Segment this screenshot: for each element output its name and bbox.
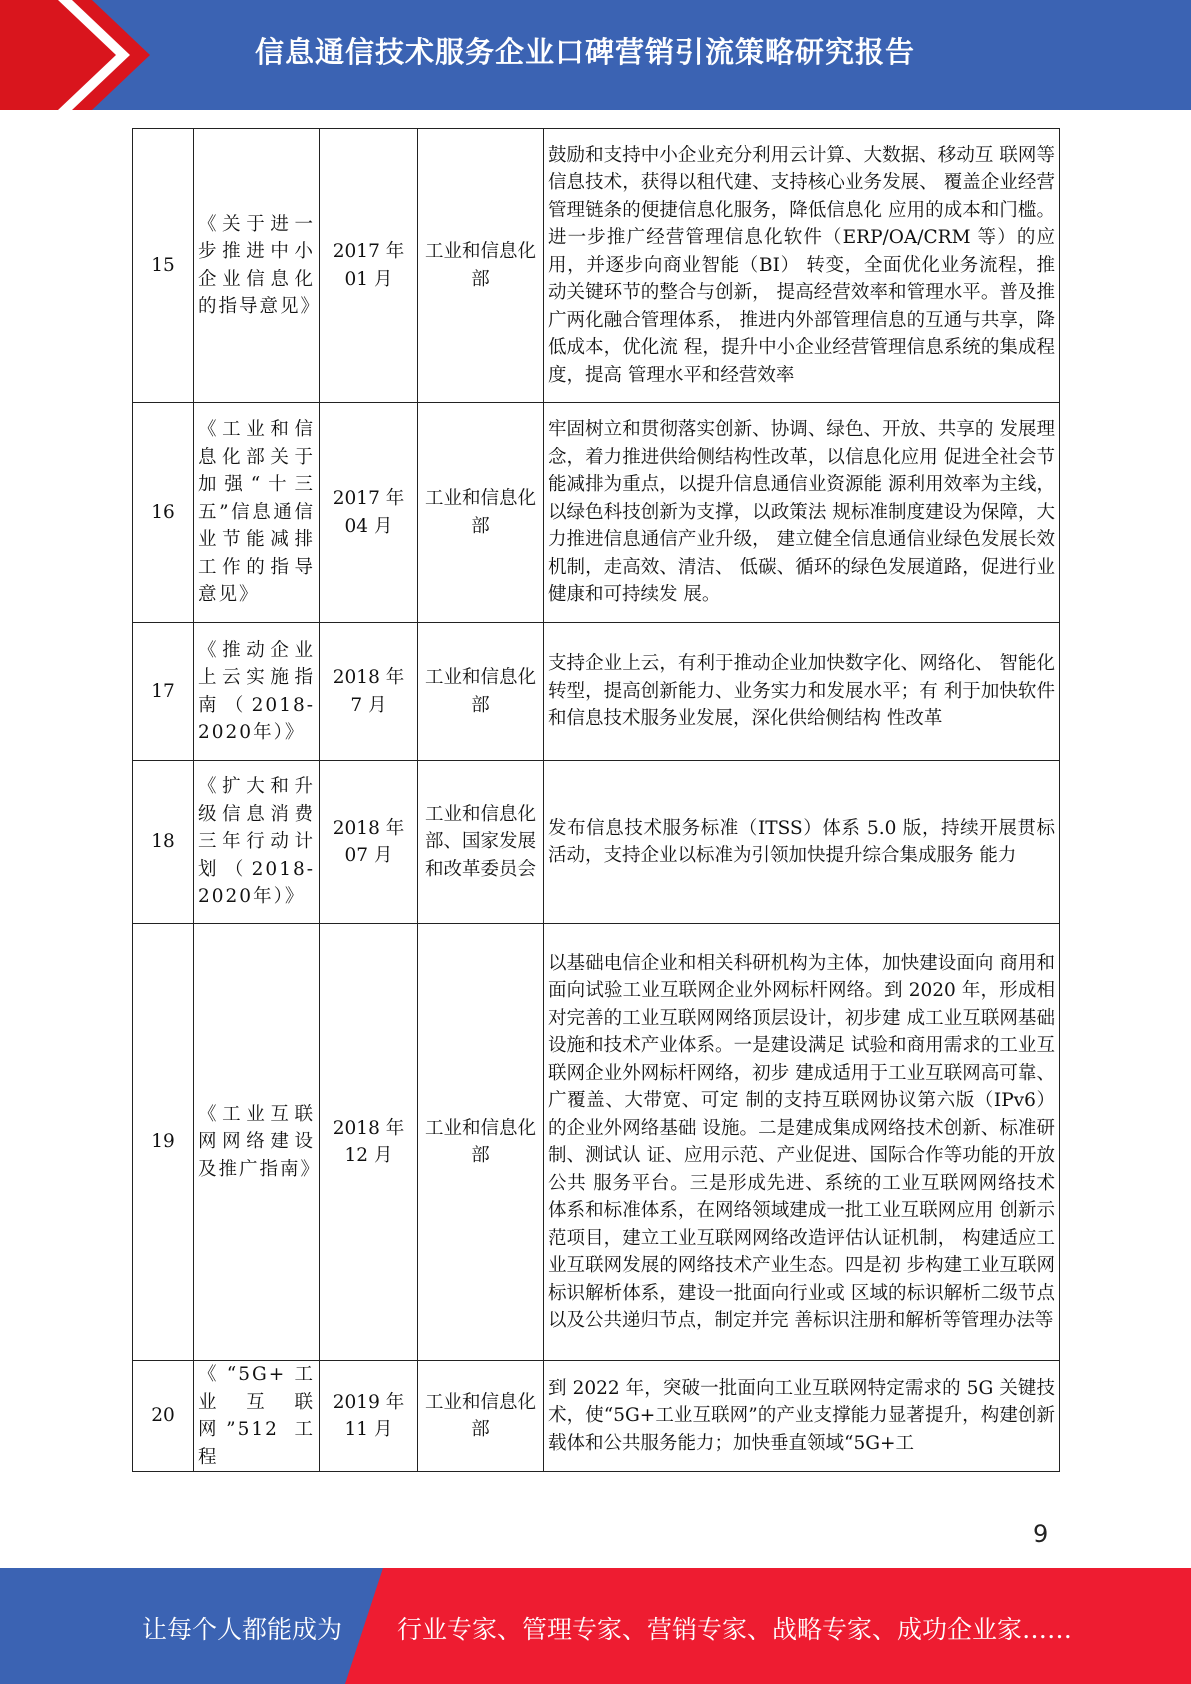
issuing-department: 工业和信息化部 xyxy=(418,1361,544,1472)
issuing-department: 工业和信息化部 xyxy=(418,924,544,1361)
policy-name: 《关于进一步推进中小企业信息化的指导意见》 xyxy=(194,129,320,403)
policy-content: 到 2022 年，突破一批面向工业互联网特定需求的 5G 关键技术，使“5G+工业互联网”的产业支撑能力显著提升，构建创新载体和公共服务能力；加快垂直领域“5G+工 xyxy=(544,1361,1060,1472)
issuing-department: 工业和信息化部 xyxy=(418,129,544,403)
page-number: 9 xyxy=(1033,1520,1049,1548)
row-number: 15 xyxy=(133,129,194,403)
policy-content: 支持企业上云，有利于推动企业加快数字化、网络化、 智能化转型，提高创新能力、业务实力和发展水平；有 利于加快软件和信息技术服务业发展，深化供给侧结构 性改革 xyxy=(544,623,1060,761)
policy-content: 发布信息技术服务标准（ITSS）体系 5.0 版，持续开展贯标活动，支持企业以标准为引领加快提升综合集成服务 能力 xyxy=(544,761,1060,924)
table-row xyxy=(133,924,1060,1361)
issuing-department: 工业和信息化部 xyxy=(418,403,544,623)
table-row xyxy=(133,623,1060,761)
policy-name: 《工业和信息化部关于加强“十三五”信息通信业节能减排工作的指导意见》 xyxy=(194,403,320,623)
footer-slogan-left: 让每个人都能成为 xyxy=(142,1615,343,1644)
issuing-department: 工业和信息化部、国家发展和改革委员会 xyxy=(418,761,544,924)
issue-date: 2018 年 07 月 xyxy=(320,761,418,924)
policy-content: 鼓励和支持中小企业充分利用云计算、大数据、移动互 联网等信息技术，获得以租代建、支持核心业务发展、 覆盖企业经营管理链条的便捷信息化服务，降低信息化 应用的成本和门槛。进一步推广经营管理信息化软件（ERP/OA/CRM 等）的应用，并逐步向商业智能（BI） 转变，全面优化业务流程，推动关键环节的整合与创新， 提高经营效率和管理水平。普及推广两化融合管理体系， 推进内外部管理信息的互通与共享，降低成本，优化流 程，提升中小企业经营管理信息系统的集成程度，提高 管理水平和经营效率 xyxy=(544,129,1060,403)
table-row xyxy=(133,1361,1060,1472)
header-red-chevron xyxy=(0,0,150,110)
policy-name: 《工业互联网网络建设及推广指南》 xyxy=(194,924,320,1361)
policy-name: 《“5G+工业互联网”512 工程 xyxy=(194,1361,320,1472)
policy-content: 以基础电信企业和相关科研机构为主体，加快建设面向 商用和面向试验工业互联网企业外网标杆网络。到 2020 年，形成相对完善的工业互联网网络顶层设计，初步建 成工业互联网基础设施和技术产业体系。一是建设满足 试验和商用需求的工业互联网企业外网标杆网络，初步 建成适用于工业互联网高可靠、广覆盖、大带宽、可定 制的支持互联网协议第六版（IPv6）的企业外网络基础 设施。二是建成集成网络技术创新、标准研制、测试认 证、应用示范、产业促进、国际合作等功能的开放公共 服务平台。三是形成先进、系统的工业互联网网络技术 体系和标准体系，在网络领域建成一批工业互联网应用 创新示范项目，建立工业互联网网络改造评估认证机制， 构建适应工业互联网发展的网络技术产业生态。四是初 步构建工业互联网标识解析体系，建设一批面向行业或 区域的标识解析二级节点以及公共递归节点，制定并完 善标识注册和解析等管理办法等 xyxy=(544,924,1060,1361)
table-row xyxy=(133,403,1060,623)
issue-date: 2018 年 12 月 xyxy=(320,924,418,1361)
footer-slogan-right: 行业专家、管理专家、营销专家、战略专家、成功企业家…… xyxy=(397,1615,1073,1644)
table-row xyxy=(133,761,1060,924)
issue-date: 2019 年 11 月 xyxy=(320,1361,418,1472)
issue-date: 2017 年 01 月 xyxy=(320,129,418,403)
row-number: 16 xyxy=(133,403,194,623)
row-number: 20 xyxy=(133,1361,194,1472)
policy-content: 牢固树立和贯彻落实创新、协调、绿色、开放、共享的 发展理念，着力推进供给侧结构性改革，以信息化应用 促进全社会节能减排为重点，以提升信息通信业资源能 源利用效率为主线，以绿色科技创新为支撑，以政策法 规标准制度建设为保障，大力推进信息通信产业升级， 建立健全信息通信业绿色发展长效机制，走高效、清洁、 低碳、循环的绿色发展道路，促进行业健康和可持续发 展。 xyxy=(544,403,1060,623)
issuing-department: 工业和信息化部 xyxy=(418,623,544,761)
issue-date: 2018 年 7 月 xyxy=(320,623,418,761)
row-number: 19 xyxy=(133,924,194,1361)
policy-name: 《推动企业上云实施指南（2018-2020年）》 xyxy=(194,623,320,761)
policy-name: 《扩大和升级信息消费三年行动计划（2018-2020年）》 xyxy=(194,761,320,924)
issue-date: 2017 年 04 月 xyxy=(320,403,418,623)
row-number: 18 xyxy=(133,761,194,924)
row-number: 17 xyxy=(133,623,194,761)
table-row xyxy=(133,129,1060,403)
report-title: 信息通信技术服务企业口碑营销引流策略研究报告 xyxy=(255,35,916,69)
page-footer xyxy=(0,1568,1191,1684)
page-header xyxy=(0,0,1191,110)
policy-table xyxy=(132,128,1060,1472)
